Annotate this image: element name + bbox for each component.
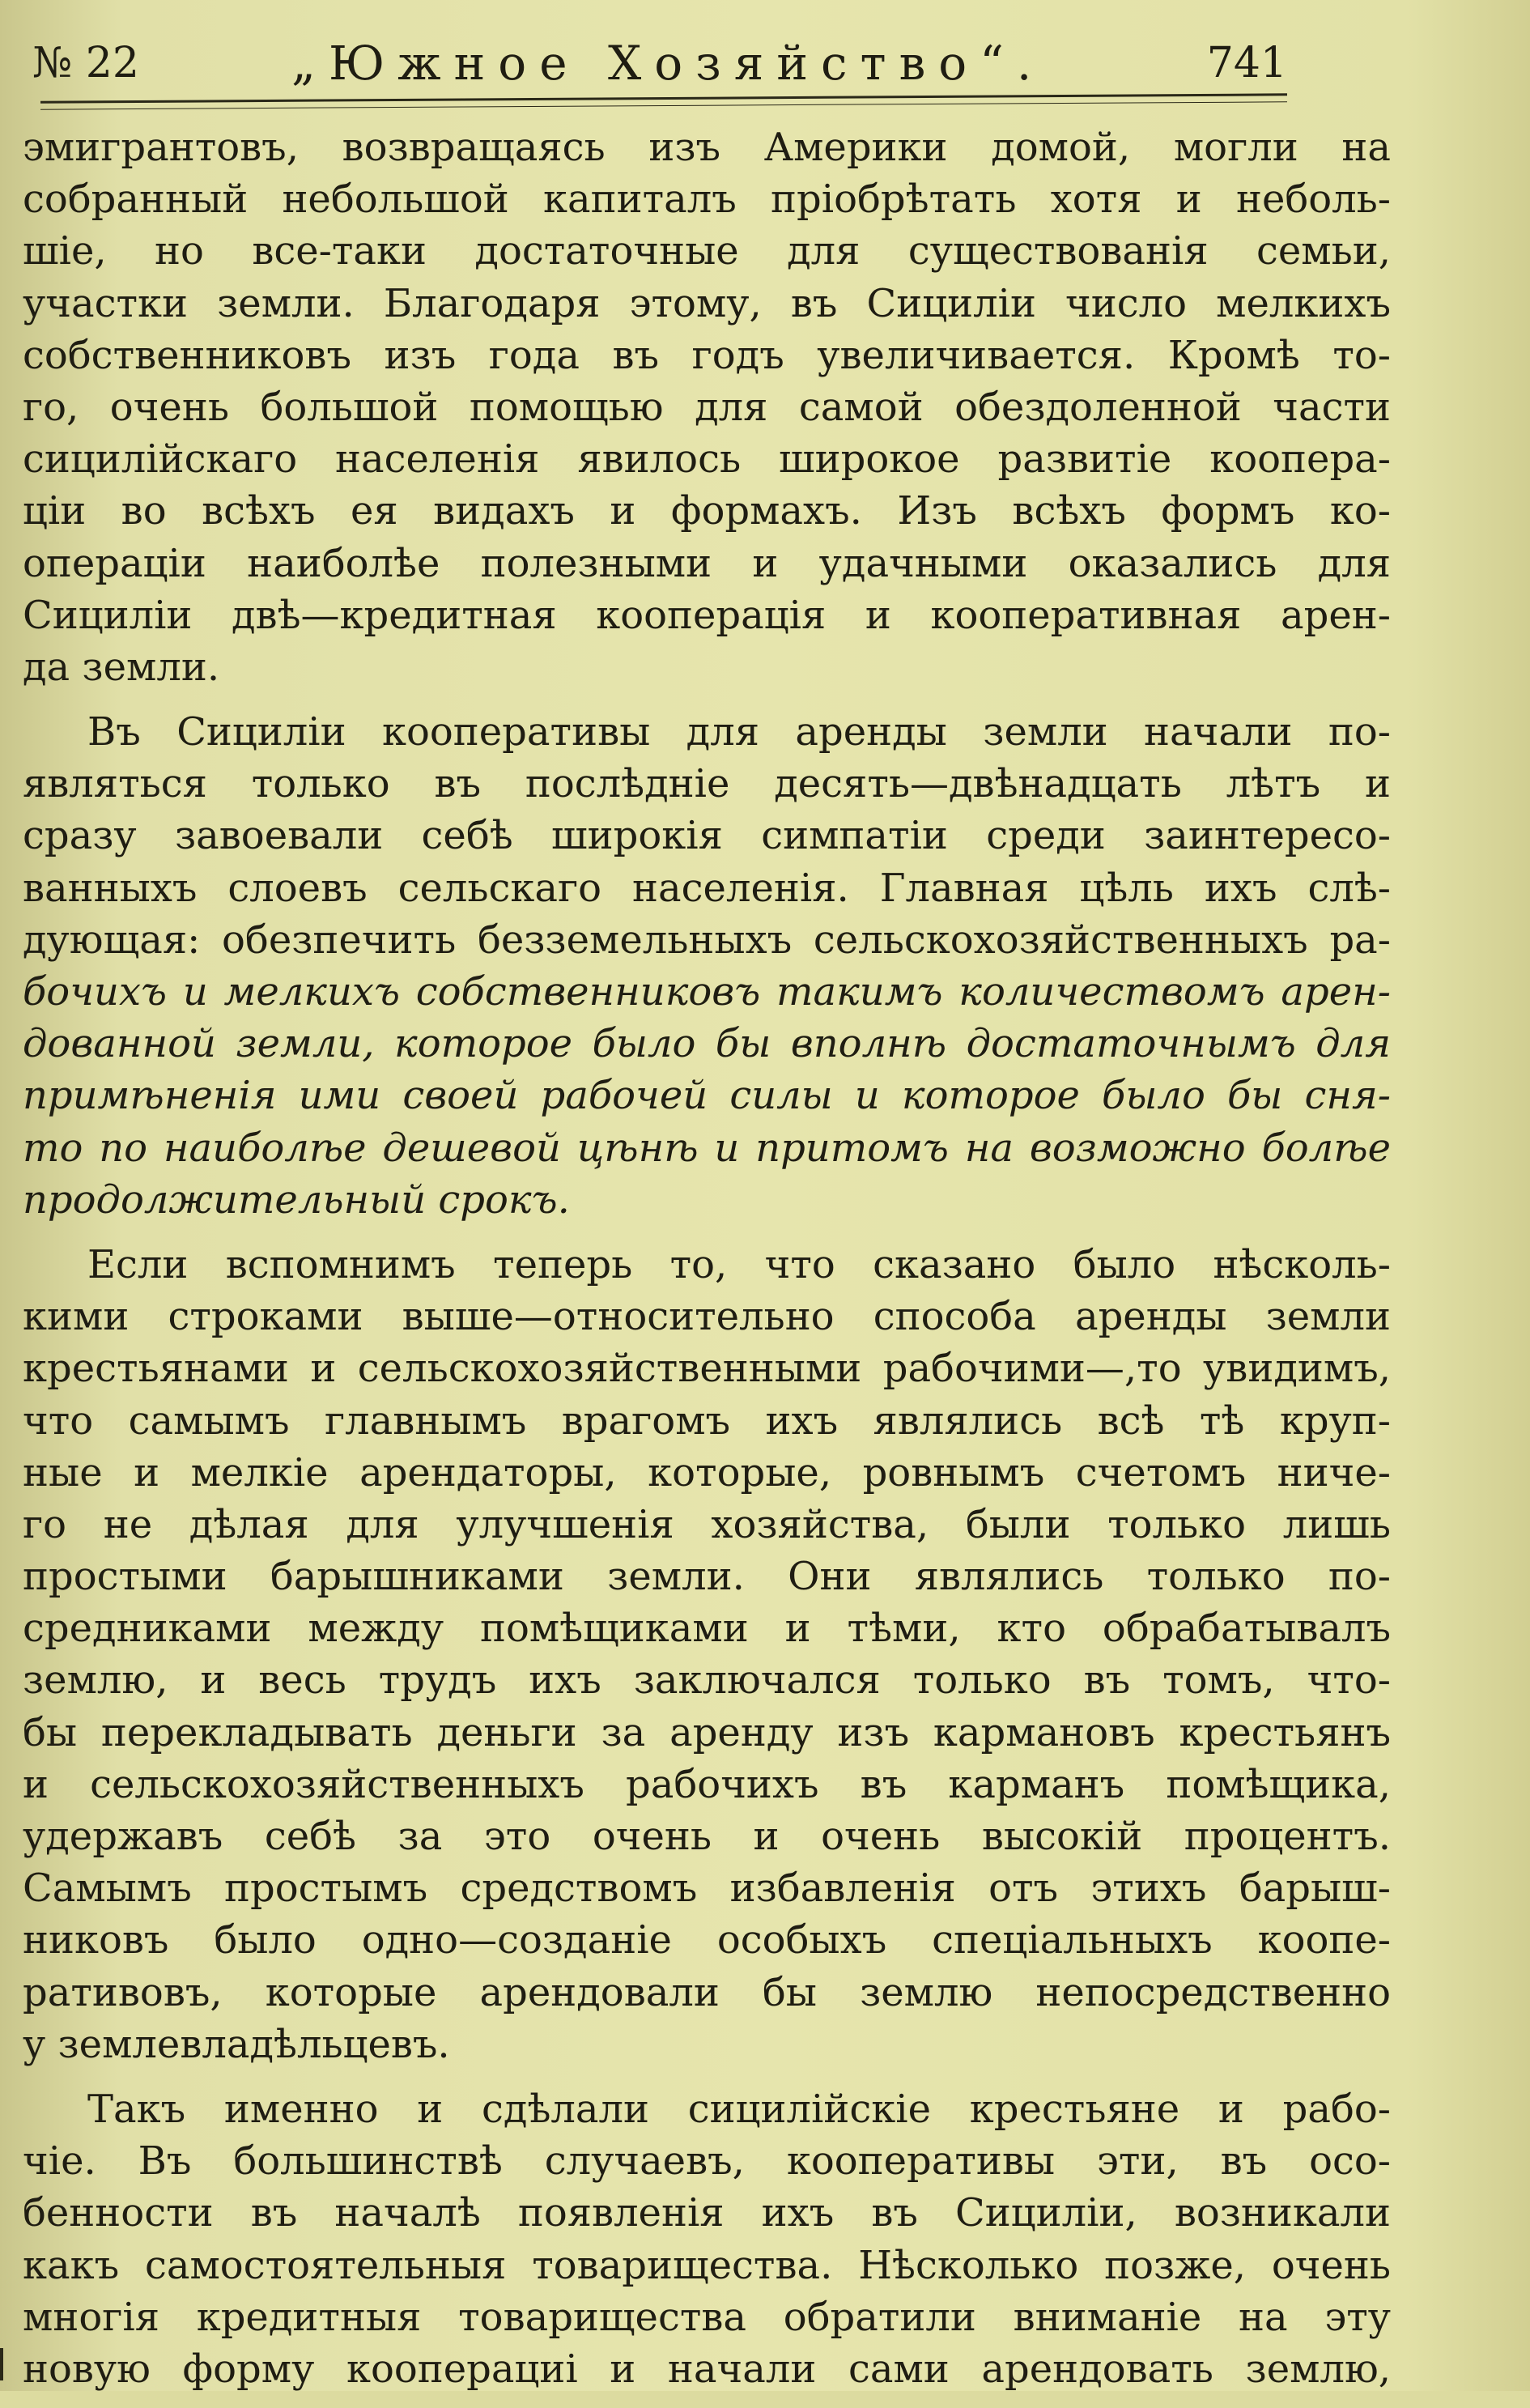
text-line: Такъ именно и сдѣлали сицилійскіе крестьяне и рабо- [87,2086,1391,2132]
text-line: да земли. [23,644,220,690]
text-line: землю, и весь трудъ ихъ заключался только въ томъ, что- [23,1657,1391,1704]
paragraph-3 [23,1239,1391,2070]
text-line: бенности въ началѣ появленія ихъ въ Сициліи, возникали [23,2190,1391,2236]
paragraph-1 [23,121,1391,693]
text-line: бы перекладывать деньги за аренду изъ кармановъ крестьянъ [23,1709,1391,1755]
text-line-italic: дованной земли, которое было бы вполнѣ достаточнымъ для [23,1021,1391,1067]
text-line: и сельскохозяйственныхъ рабочихъ въ карманъ помѣщика, [23,1761,1391,1807]
header-rule-thin [40,101,1287,109]
text-line: сицилійскаго населенія явилось широкое развитіе коопера- [23,436,1391,483]
article-body [23,121,1391,2408]
text-line: дующая: обезпечить безземельныхъ сельскохозяйственныхъ ра- [23,917,1391,963]
paragraph-4 [23,2083,1391,2395]
text-line: крестьянами и сельскохозяйственными рабочими—,то увидимъ, [23,1346,1391,1392]
text-line-italic: продолжительный срокъ. [23,1176,570,1223]
text-line: ративовъ, которые арендовали бы землю непосредственно [23,1969,1391,2015]
text-line: средниками между помѣщиками и тѣми, кто обрабатывалъ [23,1606,1391,1652]
text-line: являться только въ послѣдніе десять—двѣнадцать лѣтъ и [23,761,1391,807]
text-line: кими строками выше—относительно способа аренды земли [23,1294,1391,1340]
text-line-italic: примѣненія ими своей рабочей силы и которое было бы сня- [23,1073,1391,1119]
text-line: какъ самостоятельныя товарищества. Нѣсколько позже, очень [23,2242,1391,2288]
text-line: операціи наиболѣе полезными и удачными оказались для [23,540,1391,586]
text-line: многія кредитныя товарищества обратили вниманіе на эту [23,2294,1391,2340]
text-line: Самымъ простымъ средствомъ избавленія отъ этихъ барыш- [23,1866,1391,1912]
page-number: 741 [1206,39,1287,87]
text-line: ванныхъ слоевъ сельскаго населенія. Главная цѣль ихъ слѣ- [23,865,1391,911]
text-line: никовъ было одно—созданіе особыхъ спеціальныхъ коопе- [23,1917,1391,1963]
text-line-italic: то по наиболѣе дешевой цѣнѣ и притомъ на возможно болѣе [23,1125,1391,1171]
paragraph-2 [23,706,1391,1226]
text-line: сразу завоевали себѣ широкія симпатіи среди заинтересо- [23,813,1391,859]
page-header [24,31,1287,104]
text-line: удержавъ себѣ за это очень и очень высокій процентъ. [23,1814,1391,1859]
text-line: эмигрантовъ, возвращаясь изъ Америки домой, могли на [23,125,1391,170]
text-line: чіе. Въ большинствѣ случаевъ, кооперативы эти, въ осо- [23,2138,1391,2185]
journal-title: „Южное Хозяйство“. [291,36,1045,91]
text-line: участки земли. Благодаря этому, въ Сициліи число мелкихъ [23,280,1391,326]
text-line: собственниковъ изъ года въ годъ увеличивается. Кромѣ то- [23,332,1391,378]
text-line: шіе, но все-таки достаточные для существованія семьи, [23,228,1391,274]
text-line: Если вспомнимъ теперь то, что сказано было нѣсколь- [87,1241,1391,1287]
margin-mark [0,2348,3,2380]
text-line: простыми барышниками земли. Они являлись только по- [23,1554,1391,1600]
text-line: собранный небольшой капиталъ пріобрѣтать хотя и неболь- [23,177,1391,223]
text-line: го не дѣлая для улучшенія хозяйства, были только лишь [23,1501,1391,1547]
text-line: у землевладѣльцевъ. [23,2021,450,2067]
text-line: Сициліи двѣ—кредитная кооперація и кооперативная арен- [23,592,1391,638]
text-line: что самымъ главнымъ врагомъ ихъ являлись всѣ тѣ круп- [23,1398,1391,1444]
text-line: новую форму кооперациі и начали сами арендовать землю, [23,2346,1391,2392]
issue-number: № 22 [32,39,139,87]
text-line: ціи во всѣхъ ея видахъ и формахъ. Изъ всѣхъ формъ ко- [23,488,1391,534]
text-line: Въ Сициліи кооперативы для аренды земли начали по- [87,709,1391,755]
text-line: го, очень большой помощью для самой обездоленной части [23,384,1391,430]
text-line: ные и мелкіе арендаторы, которые, ровнымъ счетомъ ниче- [23,1449,1391,1495]
text-line-italic: бочихъ и мелкихъ собственниковъ такимъ количествомъ арен- [23,969,1391,1015]
